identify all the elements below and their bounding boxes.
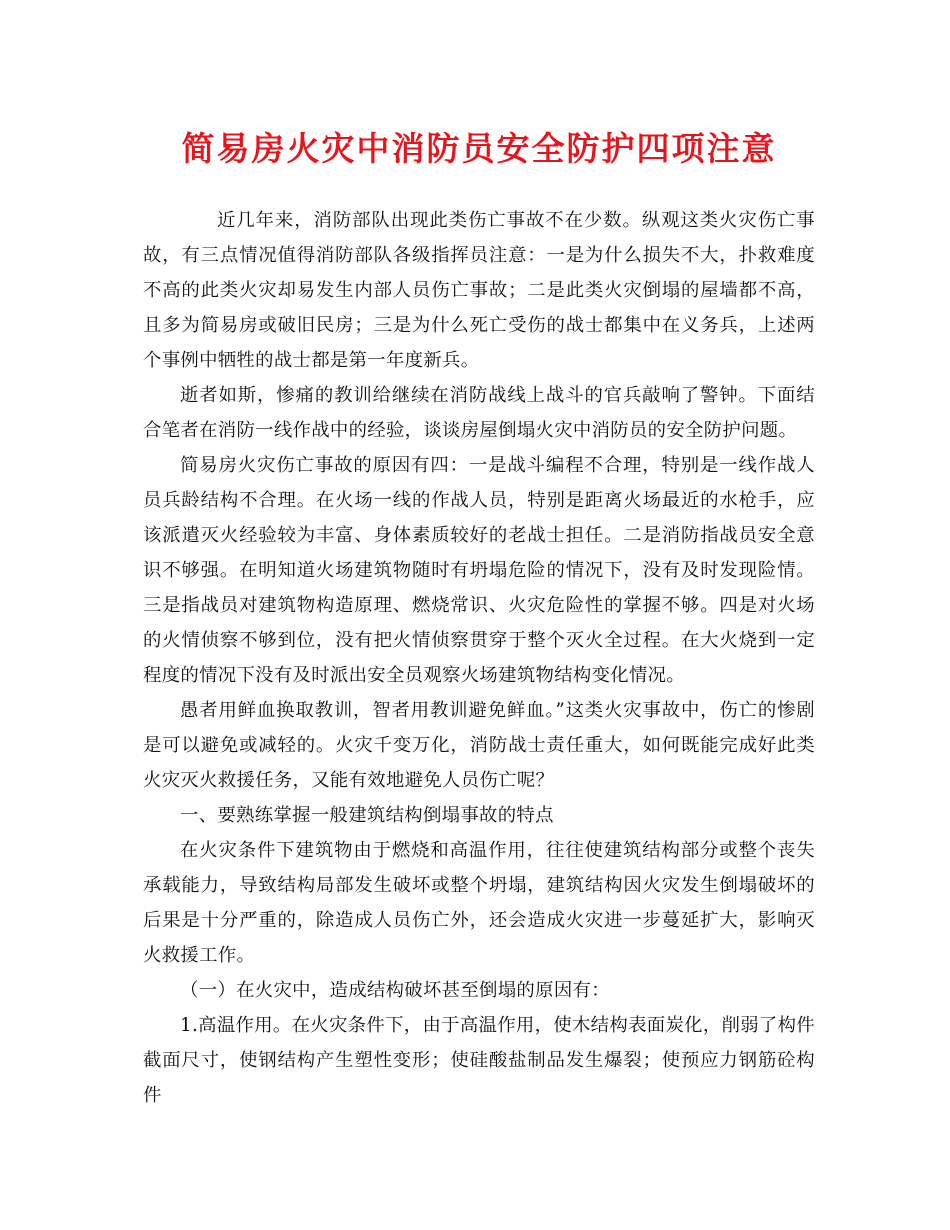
paragraph-high-temperature: 1.高温作用。在火灾条件下，由于高温作用，使木结构表面炭化，削弱了构件截面尺寸，使钢结构产生塑性变形；使硅酸盐制品发生爆裂；使预应力钢筋砼构件 — [143, 1015, 815, 1106]
paragraph-causes: 简易房火灾伤亡事故的原因有四：一是战斗编程不合理，特别是一线作战人员兵龄结构不合理。在火场一线的作战人员，特别是距离火场最近的水枪手，应该派遣灭火经验较为丰富、身体素质较好的老战士担任。二是消防指战员安全意识不够强。在明知道火场建筑物随时有坍塌危险的情况下，没有及时发现险情。三是指战员对建筑物构造原理、燃烧常识、火灾危险性的掌握不够。四是对火场的火情侦察不够到位，没有把火情侦察贯穿于整个灭火全过程。在大火烧到一定程度的情况下没有及时派出安全员观察火场建筑物结构变化情况。 — [143, 455, 815, 686]
paragraph-warning: 逝者如斯，惨痛的教训给继续在消防战线上战斗的官兵敲响了警钟。下面结合笔者在消防一线作战中的经验，谈谈房屋倒塌火灾中消防员的安全防护问题。 — [143, 385, 815, 441]
document-title: 简易房火灾中消防员安全防护四项注意 — [181, 129, 777, 168]
document-body — [143, 203, 815, 1113]
paragraph-collapse-effects: 在火灾条件下建筑物由于燃烧和高温作用，往往使建筑结构部分或整个丧失承载能力，导致结构局部发生破坏或整个坍塌，建筑结构因火灾发生倒塌破坏的后果是十分严重的，除造成人员伤亡外，还会造成火灾进一步蔓延扩大，影响灭火救援工作。 — [143, 840, 815, 966]
subsection-heading-1: （一）在火灾中，造成结构破坏甚至倒塌的原因有： — [180, 980, 610, 1001]
section-heading-1: 一、要熟练掌握一般建筑结构倒塌事故的特点 — [180, 805, 554, 826]
document-page — [143, 0, 815, 1113]
paragraph-lesson: 愚者用鲜血换取教训，智者用教训避免鲜血。”这类火灾事故中，伤亡的惨剧是可以避免或减轻的。火灾千变万化，消防战士责任重大，如何既能完成好此类火灾灭火救援任务，又能有效地避免人员伤亡呢？ — [143, 700, 815, 791]
paragraph-intro: 近几年来，消防部队出现此类伤亡事故不在少数。纵观这类火灾伤亡事故，有三点情况值得消防部队各级指挥员注意：一是为什么损失不大，扑救难度不高的此类火灾却易发生内部人员伤亡事故；二是此类火灾倒塌的屋墙都不高，且多为简易房或破旧民房；三是为什么死亡受伤的战士都集中在义务兵，上述两个事例中牺牲的战士都是第一年度新兵。 — [143, 210, 815, 371]
